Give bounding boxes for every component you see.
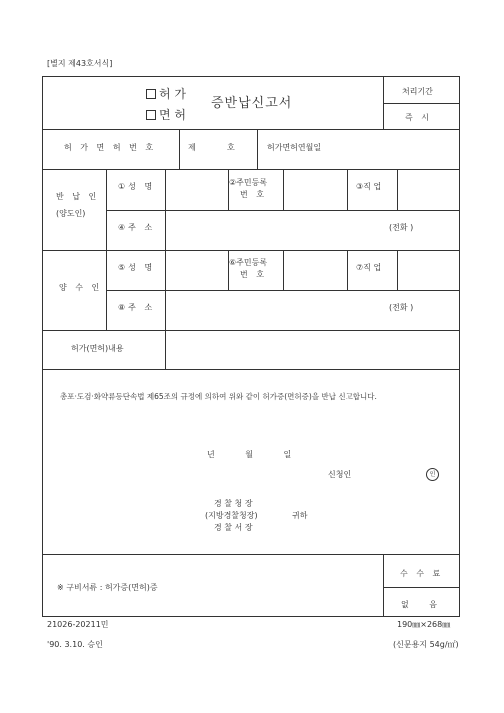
permit-option: 허 가 [146,88,186,100]
divider [283,169,284,210]
returner-address-label: ④주 소 [118,223,156,232]
divider [347,250,348,290]
divider [106,210,460,211]
permit-content-label: 허가(면허)내용 [71,344,124,353]
fee-label: 수 수 료 [400,569,444,578]
processing-period-value: 즉 시 [405,113,432,122]
number-suffix: 호 [227,143,235,152]
divider [397,169,398,210]
divider [383,103,460,104]
returner-rrn-label2: 번 호 [240,190,267,199]
license-option: 면 허 [146,109,186,121]
divider [106,169,107,330]
applicant-label: 신청인 [328,470,352,479]
divider [283,250,284,290]
form-number: [별지 제43호서식] [47,59,113,68]
fee-value: 없 음 [401,600,437,609]
form-code: 21026-20211민 [47,620,109,629]
divider [165,169,166,369]
divider [228,250,229,290]
transferee-job-label: ⑦직 업 [356,263,382,272]
processing-period-label: 처리기간 [402,87,433,96]
checkbox-icon [146,110,156,120]
divider [106,290,460,291]
divider [257,129,258,169]
number-prefix: 제 [188,143,196,152]
transferee-rrn-label2: 번 호 [240,270,267,279]
required-documents: ※ 구비서류 : 허가증(면허)증 [57,583,158,592]
divider [397,250,398,290]
paper-size: 190㎜×268㎜ [397,620,451,629]
date-line: 년 월 일 [207,450,292,459]
checkbox-icon [146,89,156,99]
transferee-name-label: ⑤성 명 [118,263,156,272]
divider [347,169,348,210]
declaration-text: 총포·도검·화약류등단속법 제65조의 규정에 의하여 위와 같이 허가증(면허증)을 반납 신고합니다. [60,392,377,401]
approval-date: '90. 3.10. 승인 [47,640,103,649]
returner-sublabel: (양도인) [56,209,86,218]
seal-mark: 인 [426,468,439,481]
recipient-suffix: 귀하 [292,511,308,520]
transferee-label: 양 수 인 [59,283,103,292]
divider [43,554,460,555]
transferee-phone-label: (전화 ) [389,303,414,312]
transferee-address-label: ⑧주 소 [118,303,156,312]
divider [383,554,384,617]
returner-name-label: ①성 명 [118,182,156,191]
returner-phone-label: (전화 ) [389,223,414,232]
form-title: 증반납신고서 [211,96,293,111]
divider [383,77,384,129]
returner-rrn-label: ②주민등록 [229,178,268,187]
license-date-label: 허가면허연월일 [267,143,322,152]
divider [43,129,460,130]
transferee-rrn-label: ⑥주민등록 [229,258,268,267]
divider [43,369,460,370]
recipient-line-2: (지방경찰청장) [205,511,258,520]
recipient-line-3: 경 찰 서 장 [214,523,253,532]
recipient-line-1: 경 찰 청 장 [214,499,253,508]
license-number-label: 허 가 면 허 번 호 [64,143,157,152]
divider [179,129,180,169]
divider [228,169,229,210]
divider [43,330,460,331]
returner-job-label: ③직 업 [356,182,382,191]
divider [383,587,460,588]
returner-label: 반 납 인 [56,192,100,201]
paper-spec: (신문용지 54g/㎡) [393,640,459,649]
